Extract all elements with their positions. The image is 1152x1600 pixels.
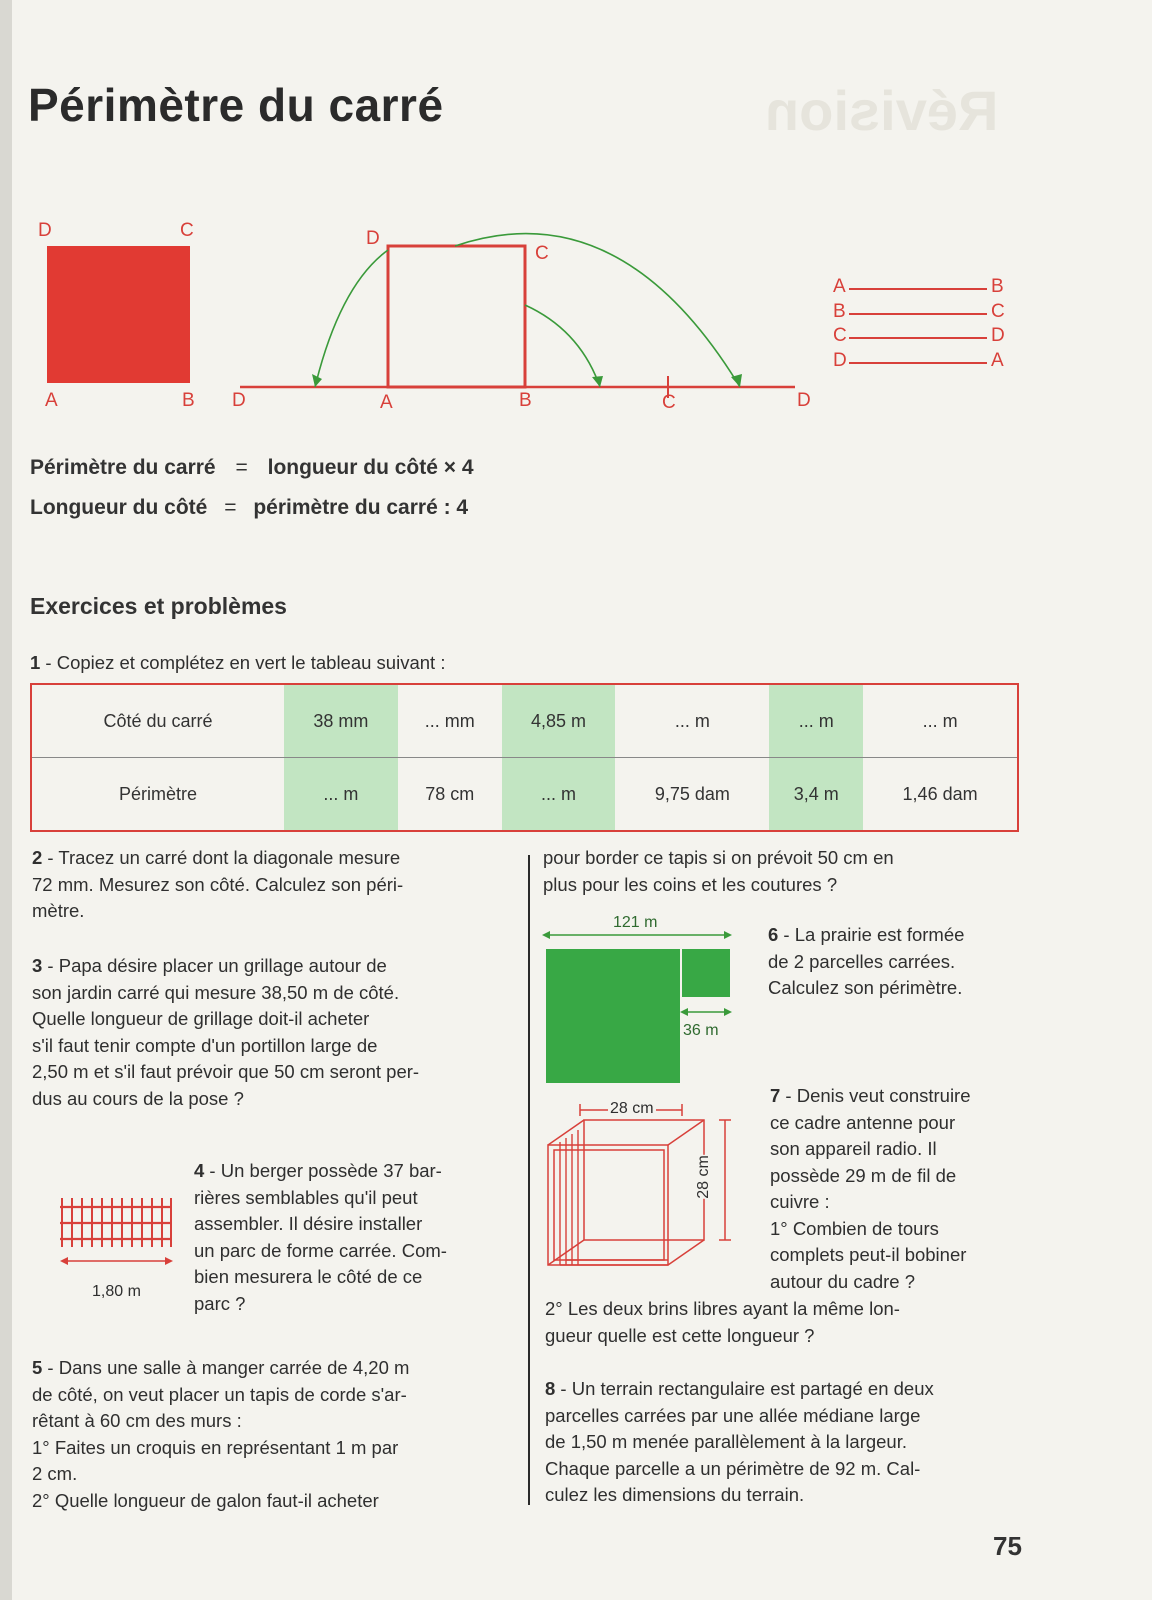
exercise-line: assembler. Il désire installer — [194, 1213, 423, 1234]
segment-row — [833, 276, 1013, 302]
table-cell: ... m — [769, 685, 863, 758]
row-label: Côté du carré — [32, 685, 284, 758]
formula-right: longueur du côté × 4 — [267, 456, 474, 479]
exercise-line: son jardin carré qui mesure 38,50 m de côté. — [32, 981, 400, 1003]
row-label: Périmètre — [118, 783, 198, 804]
exercise-number: 4 — [194, 1160, 205, 1181]
exercise-line: de côté, on veut placer un tapis de corde s'ar- — [32, 1383, 407, 1405]
exercise-line: dus au cours de la pose ? — [32, 1087, 244, 1109]
exercise-number: 8 — [545, 1378, 556, 1399]
exercise-line: s'il faut tenir compte d'un portillon large de — [32, 1034, 378, 1056]
exercise-line: mètre. — [32, 900, 85, 921]
exercise-line: gueur quelle est cette longueur ? — [545, 1324, 815, 1346]
exercise-line: 72 mm. Mesurez son côté. Calculez son péri- — [32, 873, 404, 895]
exercise-line: 2° Les deux brins libres ayant la même lon- — [545, 1298, 900, 1319]
page-title: Périmètre du carré — [28, 79, 444, 131]
exercise-line: pour border ce tapis si on prévoit 50 cm en — [543, 847, 894, 868]
table-cell: 1,46 dam — [902, 783, 978, 804]
formula-operator: = — [235, 456, 248, 479]
arrowhead-middle — [592, 376, 603, 387]
segment-right-label: A — [991, 350, 1004, 371]
segment-line — [849, 362, 987, 364]
arrowhead — [724, 931, 732, 939]
formula-left: Longueur du côté — [30, 496, 208, 519]
exercise-5 — [32, 1355, 522, 1514]
arrowhead — [724, 1008, 732, 1016]
segment-left-label: D — [833, 350, 847, 371]
dimension-label-121: 121 m — [613, 914, 658, 931]
arrowhead — [60, 1257, 68, 1265]
segment-right-label: C — [991, 301, 1005, 322]
segment-row — [833, 350, 1013, 376]
label-c: C — [180, 220, 194, 241]
table-cell: ... mm — [398, 685, 502, 758]
section-title: Exercices et problèmes — [30, 593, 287, 619]
exercise-6 — [768, 922, 1028, 1002]
label-b: B — [182, 390, 195, 411]
exercise-line: - Papa désire placer un grillage autour de — [42, 955, 387, 976]
dimension-label-width: 28 cm — [610, 1100, 654, 1117]
exercise-line: Quelle longueur de grillage doit-il acheter — [32, 1008, 370, 1029]
segment-line — [849, 337, 987, 339]
label-c-top: C — [535, 243, 549, 264]
exercise-line: - Tracez un carré dont la diagonale mesure — [42, 847, 401, 868]
exercise-line: - La prairie est formée — [778, 924, 965, 945]
exercise-line: possède 29 m de fil de — [770, 1164, 957, 1186]
arrowhead — [165, 1257, 173, 1265]
label-d-top: D — [366, 228, 380, 249]
exercise-line: - Dans une salle à manger carrée de 4,20 m — [42, 1357, 410, 1378]
table-cell: 4,85 m — [502, 685, 616, 758]
exercise-line: 1° Combien de tours — [770, 1217, 939, 1239]
exercise-7-part-2 — [545, 1296, 1035, 1349]
dimension-label-height: 28 cm — [694, 1155, 712, 1199]
table-row-side — [32, 685, 1017, 758]
exercise-line: Chaque parcelle a un périmètre de 92 m. Cal- — [545, 1457, 921, 1479]
exercise-line: bien mesurera le côté de ce — [194, 1266, 423, 1287]
arrowhead — [542, 931, 550, 939]
exercise-line: plus pour les coins et les coutures ? — [543, 873, 838, 895]
exercise-number: 2 — [32, 847, 43, 868]
exercise-number: 3 — [32, 955, 43, 976]
exercise-line: 2,50 m et s'il faut prévoir que 50 cm seront per- — [32, 1061, 420, 1082]
formula-right: périmètre du carré : 4 — [253, 496, 469, 519]
exercise-number: 6 — [768, 924, 779, 945]
exercise-2 — [32, 845, 522, 925]
exercise-line: de 2 parcelles carrées. — [768, 950, 956, 972]
exercise-4 — [194, 1158, 514, 1317]
large-parcel — [546, 949, 680, 1083]
outline-square — [388, 246, 525, 387]
exercise-line: son appareil radio. Il — [770, 1138, 937, 1159]
exercise-line: parcelles carrées par une allée médiane large — [545, 1404, 921, 1426]
exercise-text: - Copiez et complétez en vert le tableau suivant : — [40, 652, 446, 673]
exercise-line: complets peut-il bobiner — [770, 1244, 967, 1265]
exercise-line: cuivre : — [770, 1191, 830, 1212]
exercise-line: parc ? — [194, 1292, 246, 1314]
label-a-base: A — [380, 392, 393, 413]
formula-operator: = — [224, 496, 237, 519]
formula-left: Périmètre du carré — [30, 456, 216, 479]
formula-side — [30, 496, 468, 520]
table-cell: 9,75 dam — [654, 783, 730, 804]
segment-left-label: B — [833, 301, 846, 322]
segment-line — [849, 313, 987, 315]
exercise-line: ce cadre antenne pour — [770, 1111, 956, 1133]
exercise-line: 1° Faites un croquis en représentant 1 m par — [32, 1436, 399, 1458]
exercise-line: de 1,50 m menée parallèlement à la largeur. — [545, 1431, 907, 1452]
exercise-line: rières semblables qu'il peut — [194, 1186, 418, 1208]
exercise-line: 2° Quelle longueur de galon faut-il acheter — [32, 1489, 379, 1511]
show-through-heading: Révision — [765, 79, 999, 142]
exercise-line: un parc de forme carrée. Com- — [194, 1239, 447, 1261]
column-separator — [528, 855, 530, 1505]
table-cell: 78 cm — [425, 783, 475, 804]
exercise-1 — [30, 650, 730, 677]
segment-right-label: D — [991, 325, 1005, 346]
segment-right-label: B — [991, 276, 1004, 297]
fence-dimension-label: 1,80 m — [92, 1283, 141, 1300]
arc-right — [455, 234, 740, 387]
exercise-line: - Denis veut construire — [780, 1085, 971, 1106]
table-cell: ... m — [863, 685, 1017, 758]
segment-row — [833, 301, 1013, 327]
exercise-line: culez les dimensions du terrain. — [545, 1484, 805, 1505]
label-b-base: B — [519, 390, 532, 411]
exercise-number: 5 — [32, 1357, 43, 1378]
arrowhead-left — [312, 374, 322, 387]
small-parcel — [682, 949, 730, 997]
table-cell: ... m — [502, 758, 616, 830]
label-c-base: C — [662, 392, 676, 413]
table-cell: ... m — [284, 758, 398, 830]
exercise-line: autour du cadre ? — [770, 1270, 916, 1292]
exercise-number: 1 — [30, 652, 41, 673]
exercise-line: Calculez son périmètre. — [768, 977, 963, 998]
table-cell: 3,4 m — [769, 758, 863, 830]
formula-perimeter — [30, 456, 474, 480]
exercise-table — [30, 683, 1019, 832]
exercise-5-continued — [543, 845, 1033, 898]
segment-line — [849, 288, 987, 290]
arrowhead — [680, 1008, 688, 1016]
exercise-line: 2 cm. — [32, 1463, 78, 1484]
exercise-line: - Un berger possède 37 bar- — [204, 1160, 442, 1181]
exercise-number: 7 — [770, 1085, 781, 1106]
table-row-perimeter — [32, 758, 1017, 830]
segment-left-label: C — [833, 325, 847, 346]
exercise-3 — [32, 953, 522, 1112]
segment-row — [833, 325, 1013, 351]
exercise-line: - Un terrain rectangulaire est partagé en deux — [555, 1378, 934, 1399]
table-cell: 38 mm — [284, 685, 398, 758]
page-number: 75 — [993, 1531, 1022, 1561]
exercise-7 — [770, 1083, 1030, 1295]
label-d-right: D — [797, 390, 811, 411]
exercise-line: rêtant à 60 cm des murs : — [32, 1410, 242, 1431]
label-d-left: D — [232, 390, 246, 411]
arc-left — [315, 250, 388, 387]
meadow-figure — [540, 915, 740, 1090]
table-cell: ... m — [615, 685, 769, 758]
arc-middle — [525, 305, 600, 387]
label-d: D — [38, 220, 52, 241]
exercise-8 — [545, 1376, 1035, 1509]
dimension-label-36: 36 m — [683, 1022, 719, 1039]
segment-left-label: A — [833, 276, 846, 297]
label-a: A — [45, 390, 58, 411]
